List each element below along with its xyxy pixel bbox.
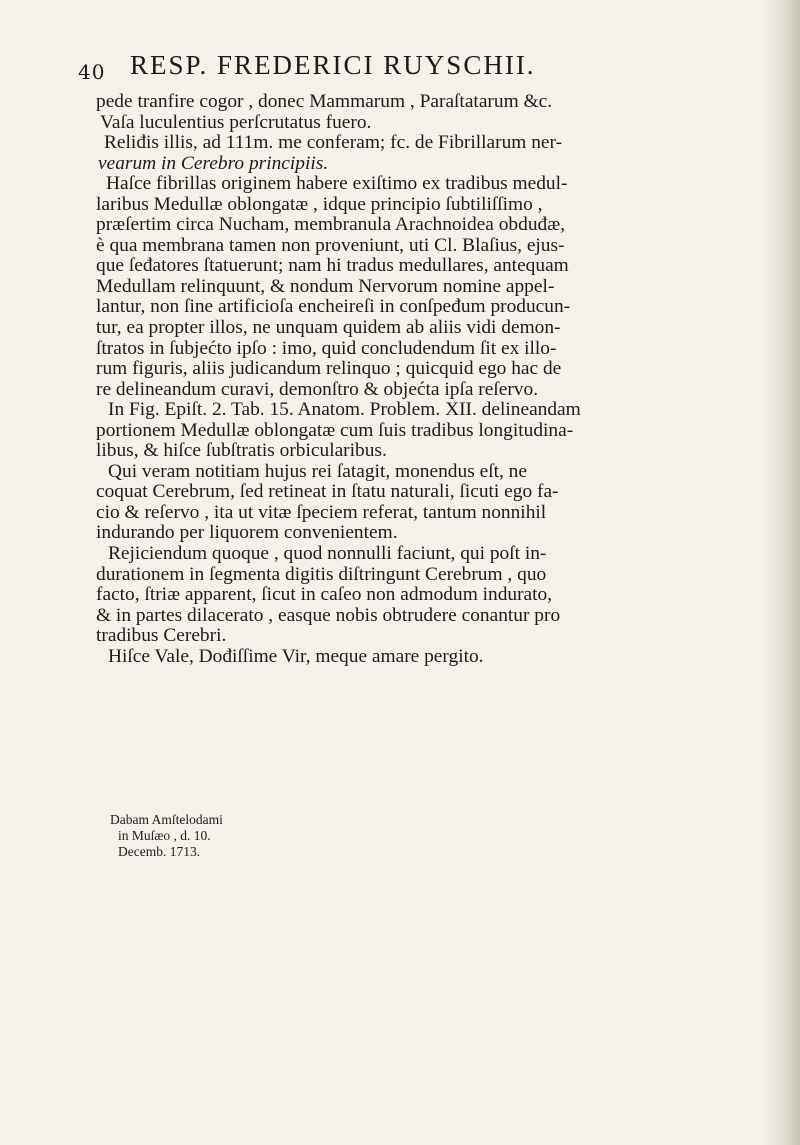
dateline-date: Decemb. 1713. (118, 844, 201, 859)
text-line: durationem in ſegmenta digitis diſtringunt Cerebrum , quo (96, 564, 547, 585)
text-line: tur, ea propter illos, ne unquam quidem ab aliis vidi demon- (96, 318, 561, 339)
text-line: coquat Cerebrum, ſed retineat in ſtatu naturali, ſicuti ego fa- (96, 482, 559, 503)
page-header (78, 50, 718, 90)
text-line: In Fig. Epiſt. 2. Tab. 15. Anatom. Problem. XII. delineandam (108, 400, 581, 421)
text-line: tradibus Cerebri. (96, 626, 227, 647)
text-line: Hiſce Vale, Dođiſſime Vir, meque amare pergito. (108, 646, 484, 667)
page-number: 40 (78, 60, 106, 84)
running-title: RESP. FREDERICI RUYSCHII. (130, 50, 536, 80)
text-line: facto, ſtriæ apparent, ſicut in caſeo non admodum indurato, (96, 585, 553, 606)
text-line: que ſeđatores ſtatuerunt; nam hi tradus medullares, antequam (96, 256, 569, 277)
text-line: præſertim circa Nucham, membranula Arachnoidea obduđæ, (96, 215, 565, 236)
text-line: ſtratos in ſubjećto ipſo : imo, quid concludendum ſit ex illo- (96, 338, 557, 359)
dateline-place: Dabam Amſtelodami (110, 812, 223, 827)
text-line: laribus Medullæ oblongatæ , idque principio ſubtiliſſimo , (96, 194, 543, 215)
text-line: lantur, non ſine artificioſa encheireſi in conſpeđum producun- (96, 297, 571, 318)
text-line: Vaſa luculentius perſcrutatus fuero. (100, 112, 372, 133)
text-line: portionem Medullæ oblongatæ cum ſuis tradibus longitudina- (96, 420, 574, 441)
text-line: Qui veram notitiam hujus rei ſatagit, monendus eſt, ne (108, 461, 527, 482)
dateline (110, 812, 223, 860)
text-line: vearum in Cerebro principiis. (98, 153, 329, 174)
text-line: Reliđis illis, ad 111m. me conferam; fc. de Fibrillarum ner- (104, 133, 563, 154)
text-line: indurando per liquorem convenientem. (96, 523, 398, 544)
dateline-location: in Muſæo , d. 10. (118, 828, 211, 843)
text-line: Haſce fibrillas originem habere exiſtimo ex tradibus medul- (106, 174, 568, 195)
text-line: & in partes dilacerato , easque nobis obtrudere conantur pro (96, 605, 561, 626)
text-line: libus, & hiſce ſubſtratis orbicularibus. (96, 441, 387, 462)
text-line: cio & reſervo , ita ut vitæ ſpeciem referat, tantum nonnihil (96, 502, 547, 523)
text-line: Rejiciendum quoque , quod nonnulli faciunt, qui poſt in- (108, 544, 547, 565)
page-edge-shadow (762, 0, 800, 1145)
text-line: è qua membrana tamen non proveniunt, uti Cl. Blaſius, ejus- (96, 235, 565, 256)
text-line: Medullam relinquunt, & nondum Nervorum nomine appel- (96, 276, 555, 297)
text-line: re delineandum curavi, demonſtro & objećta ipſa reſervo. (96, 379, 539, 400)
body-text (96, 92, 700, 667)
text-line: rum figuris, aliis judicandum relinquo ; quicquid ego hac de (96, 359, 562, 380)
text-line: pede tranfire cogor , donec Mammarum , Paraſtatarum &c. (96, 92, 553, 112)
